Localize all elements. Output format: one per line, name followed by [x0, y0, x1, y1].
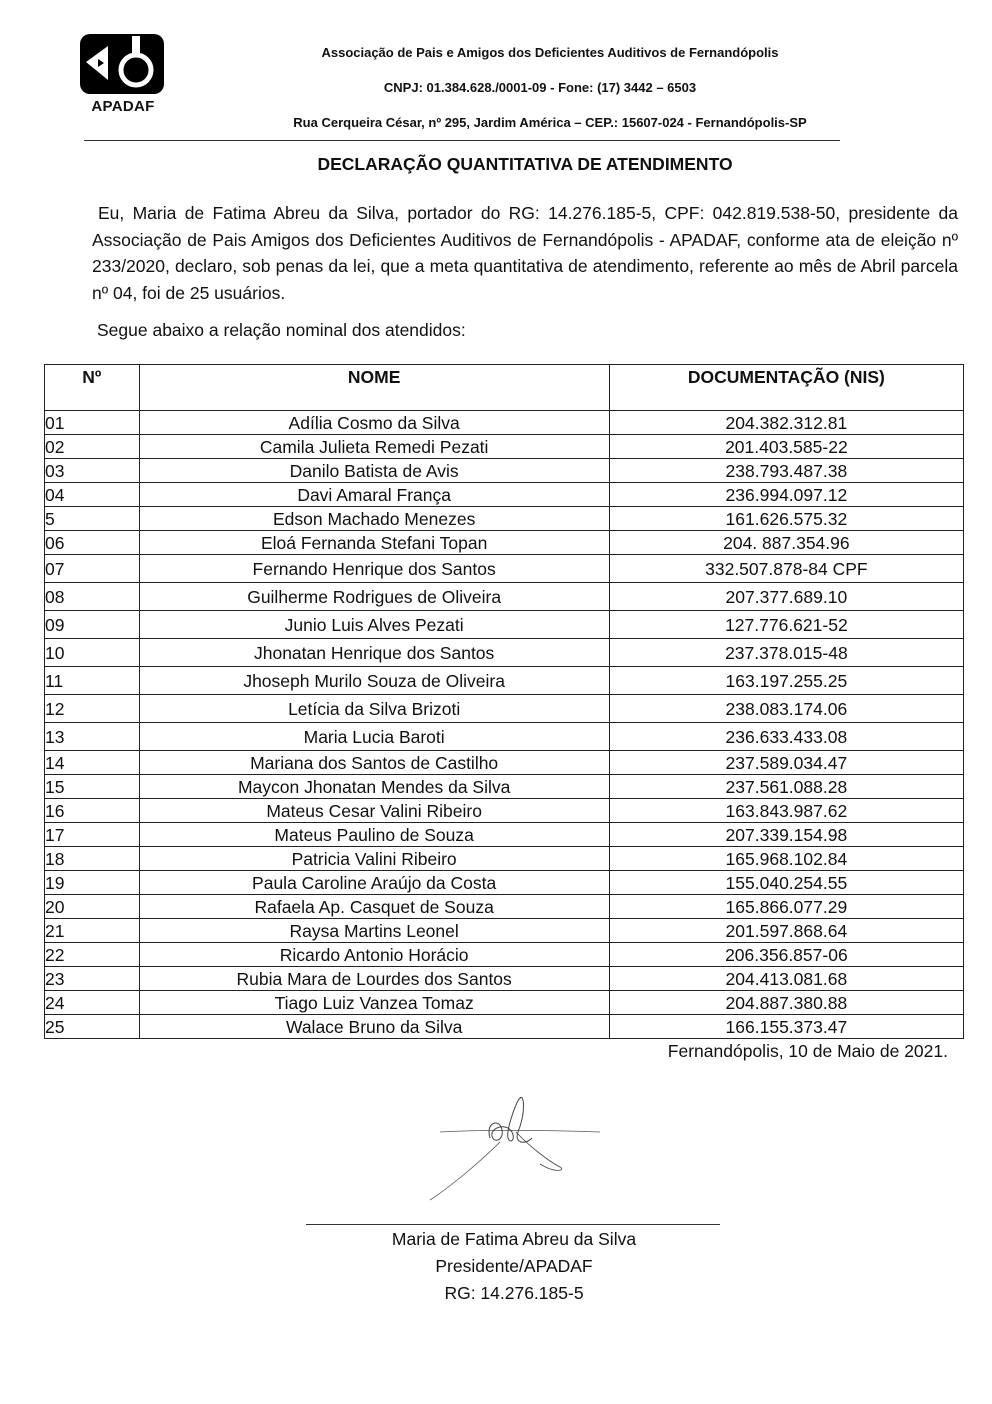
signature-line [306, 1224, 720, 1225]
address: Rua Cerqueira César, nº 295, Jardim América – CEP.: 15607-024 - Fernandópolis-SP [293, 115, 807, 130]
row-document: 165.866.077.29 [609, 895, 963, 919]
table-row [45, 583, 964, 611]
row-number: 12 [45, 695, 140, 723]
row-document: 204.413.081.68 [609, 967, 963, 991]
row-name: Letícia da Silva Brizoti [139, 695, 609, 723]
table-row [45, 991, 964, 1015]
row-document: 155.040.254.55 [609, 871, 963, 895]
row-number: 22 [45, 943, 140, 967]
table-row [45, 531, 964, 555]
table-row [45, 611, 964, 639]
row-number: 08 [45, 583, 140, 611]
row-document: 163.197.255.25 [609, 667, 963, 695]
row-number: 18 [45, 847, 140, 871]
row-document: 237.561.088.28 [609, 775, 963, 799]
table-row [45, 435, 964, 459]
row-number: 17 [45, 823, 140, 847]
row-document: 332.507.878-84 CPF [609, 555, 963, 583]
row-document: 204.887.380.88 [609, 991, 963, 1015]
row-name: Jhoseph Murilo Souza de Oliveira [139, 667, 609, 695]
row-name: Fernando Henrique dos Santos [139, 555, 609, 583]
logo-text: APADAF [91, 98, 155, 115]
table-row [45, 555, 964, 583]
signer-role: Presidente/APADAF [435, 1256, 593, 1276]
row-document: 238.793.487.38 [609, 459, 963, 483]
row-name: Tiago Luiz Vanzea Tomaz [139, 991, 609, 1015]
row-name: Guilherme Rodrigues de Oliveira [139, 583, 609, 611]
table-row [45, 799, 964, 823]
table-row [45, 751, 964, 775]
declaration-paragraph: Eu, Maria de Fatima Abreu da Silva, portador do RG: 14.276.185-5, CPF: 042.819.538-50, presidente da Associação de Pais Amigos dos Deficientes Auditivos de Fernandópolis - APADAF, conforme ata de eleição nº 233/2020, declaro, sob penas da lei, que a meta quantitativa de atendimento, referente ao mês de Abril parcela nº 04, foi de 25 usuários. [92, 203, 958, 303]
row-document: 238.083.174.06 [609, 695, 963, 723]
header-num: Nº [45, 365, 140, 411]
row-number: 02 [45, 435, 140, 459]
table-row [45, 871, 964, 895]
apadaf-logo [78, 32, 168, 114]
row-document: 206.356.857-06 [609, 943, 963, 967]
row-number: 10 [45, 639, 140, 667]
table-header-row [45, 365, 964, 411]
row-document: 161.626.575.32 [609, 507, 963, 531]
table-row [45, 723, 964, 751]
row-document: 201.403.585-22 [609, 435, 963, 459]
row-name: Mateus Cesar Valini Ribeiro [139, 799, 609, 823]
table-row [45, 639, 964, 667]
table-row [45, 483, 964, 507]
row-name: Danilo Batista de Avis [139, 459, 609, 483]
header-name: NOME [139, 365, 609, 411]
row-number: 01 [45, 411, 140, 435]
row-name: Paula Caroline Araújo da Costa [139, 871, 609, 895]
row-document: 236.633.433.08 [609, 723, 963, 751]
table-row [45, 847, 964, 871]
list-intro: Segue abaixo a relação nominal dos atendidos: [97, 320, 466, 340]
row-number: 5 [45, 507, 140, 531]
document-title: DECLARAÇÃO QUANTITATIVA DE ATENDIMENTO [317, 154, 733, 174]
row-document: 204.382.312.81 [609, 411, 963, 435]
row-name: Walace Bruno da Silva [139, 1015, 609, 1039]
row-name: Maria Lucia Baroti [139, 723, 609, 751]
row-document: 237.378.015-48 [609, 639, 963, 667]
row-number: 24 [45, 991, 140, 1015]
signer-name: Maria de Fatima Abreu da Silva [391, 1229, 637, 1249]
row-number: 04 [45, 483, 140, 507]
row-number: 07 [45, 555, 140, 583]
row-document: 204. 887.354.96 [609, 531, 963, 555]
table-row [45, 695, 964, 723]
ear-logo-icon [78, 32, 166, 96]
row-number: 21 [45, 919, 140, 943]
table-row [45, 411, 964, 435]
row-number: 14 [45, 751, 140, 775]
header-doc: DOCUMENTAÇÃO (NIS) [609, 365, 963, 411]
row-name: Jhonatan Henrique dos Santos [139, 639, 609, 667]
table-row [45, 775, 964, 799]
row-number: 13 [45, 723, 140, 751]
row-document: 165.968.102.84 [609, 847, 963, 871]
row-name: Edson Machado Menezes [139, 507, 609, 531]
row-document: 201.597.868.64 [609, 919, 963, 943]
row-number: 11 [45, 667, 140, 695]
cnpj-phone: CNPJ: 01.384.628./0001-09 - Fone: (17) 3442 – 6503 [383, 80, 697, 95]
row-name: Mateus Paulino de Souza [139, 823, 609, 847]
table-body [45, 411, 964, 1039]
row-name: Rafaela Ap. Casquet de Souza [139, 895, 609, 919]
row-name: Adília Cosmo da Silva [139, 411, 609, 435]
row-document: 166.155.373.47 [609, 1015, 963, 1039]
table-row [45, 967, 964, 991]
row-document: 163.843.987.62 [609, 799, 963, 823]
row-name: Patricia Valini Ribeiro [139, 847, 609, 871]
row-name: Eloá Fernanda Stefani Topan [139, 531, 609, 555]
row-number: 15 [45, 775, 140, 799]
header-divider [84, 140, 840, 141]
row-number: 20 [45, 895, 140, 919]
table-row [45, 943, 964, 967]
table-row [45, 507, 964, 531]
table-row [45, 667, 964, 695]
row-document: 207.377.689.10 [609, 583, 963, 611]
row-name: Maycon Jhonatan Mendes da Silva [139, 775, 609, 799]
row-name: Davi Amaral França [139, 483, 609, 507]
row-number: 23 [45, 967, 140, 991]
row-number: 03 [45, 459, 140, 483]
row-name: Rubia Mara de Lourdes dos Santos [139, 967, 609, 991]
row-number: 16 [45, 799, 140, 823]
row-document: 127.776.621-52 [609, 611, 963, 639]
row-name: Junio Luis Alves Pezati [139, 611, 609, 639]
row-name: Mariana dos Santos de Castilho [139, 751, 609, 775]
row-name: Camila Julieta Remedi Pezati [139, 435, 609, 459]
table-row [45, 1015, 964, 1039]
row-number: 06 [45, 531, 140, 555]
handwritten-signature [420, 1092, 620, 1202]
place-date: Fernandópolis, 10 de Maio de 2021. [667, 1041, 948, 1061]
association-name: Associação de Pais e Amigos dos Deficientes Auditivos de Fernandópolis [321, 45, 779, 60]
signer-rg: RG: 14.276.185-5 [444, 1283, 584, 1303]
table-row [45, 823, 964, 847]
attendees-table [44, 364, 964, 1039]
row-number: 09 [45, 611, 140, 639]
table-row [45, 459, 964, 483]
row-document: 236.994.097.12 [609, 483, 963, 507]
row-document: 207.339.154.98 [609, 823, 963, 847]
row-number: 19 [45, 871, 140, 895]
row-number: 25 [45, 1015, 140, 1039]
row-name: Ricardo Antonio Horácio [139, 943, 609, 967]
table-row [45, 895, 964, 919]
table-row [45, 919, 964, 943]
row-document: 237.589.034.47 [609, 751, 963, 775]
row-name: Raysa Martins Leonel [139, 919, 609, 943]
